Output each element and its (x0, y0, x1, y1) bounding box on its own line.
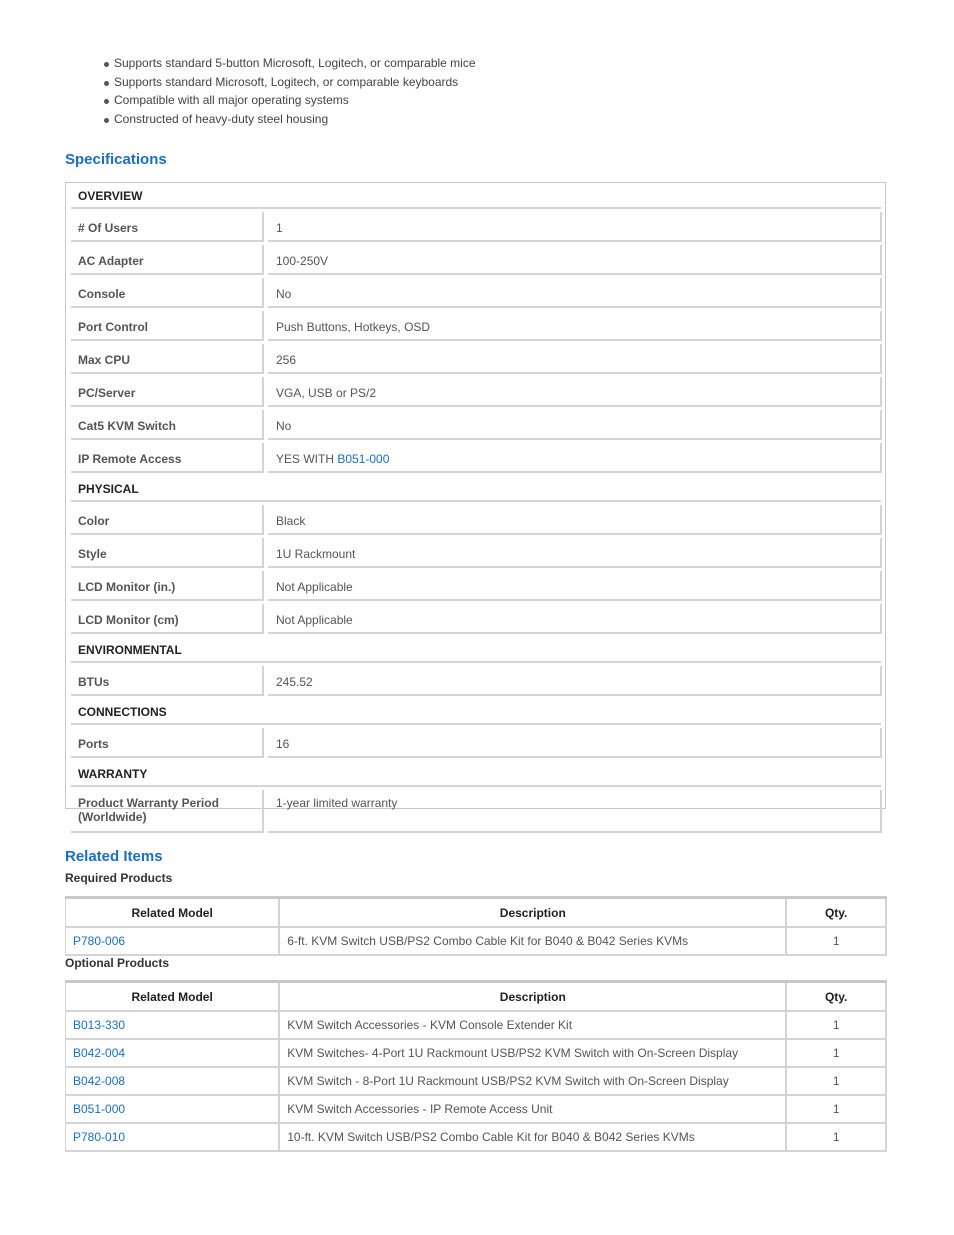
spec-value-container (276, 287, 291, 301)
table-row (65, 1068, 887, 1096)
model-cell (65, 1040, 280, 1068)
spec-label-cell (71, 311, 264, 341)
spec-value-cell (268, 604, 882, 634)
spec-label: PC/Server (78, 386, 136, 400)
table-row (65, 1040, 887, 1068)
column-header-qty: Qty. (787, 983, 887, 1012)
column-header-description: Description (280, 899, 787, 928)
spec-label: Max CPU (78, 353, 131, 367)
required-products-table (65, 896, 887, 956)
spec-value: VGA, USB or PS/2 (276, 386, 377, 400)
specifications-rows (71, 183, 881, 833)
spec-label-cell (71, 538, 264, 568)
feature-text: Supports standard Microsoft, Logitech, or comparable keyboards (114, 74, 459, 89)
description-cell: 10-ft. KVM Switch USB/PS2 Combo Cable Kit for B040 & B042 Series KVMs (280, 1124, 787, 1152)
spec-row (71, 604, 881, 634)
spec-value-cell (268, 278, 882, 308)
description-cell: KVM Switch Accessories - IP Remote Access Unit (280, 1096, 787, 1124)
specifications-table (65, 182, 886, 824)
spec-value-cell (268, 311, 882, 341)
spec-value-container (276, 386, 376, 400)
spec-label: IP Remote Access (78, 452, 182, 466)
description-cell: 6-ft. KVM Switch USB/PS2 Combo Cable Kit for B040 & B042 Series KVMs (280, 928, 787, 956)
spec-value: No (276, 287, 292, 301)
feature-item (104, 75, 476, 94)
specifications-heading: Specifications (65, 151, 167, 168)
spec-value-cell (268, 666, 882, 696)
feature-item (104, 112, 476, 131)
spec-value-container (276, 221, 283, 235)
spec-value-container (276, 254, 328, 268)
optional-products-table (65, 980, 887, 1152)
spec-value-container (276, 737, 289, 751)
spec-row (71, 377, 881, 407)
model-cell (65, 1068, 280, 1096)
spec-label-cell (71, 377, 264, 407)
column-header-model: Related Model (65, 899, 280, 928)
column-header-model: Related Model (65, 983, 280, 1012)
spec-section-header (71, 699, 881, 725)
spec-label-cell (71, 790, 264, 833)
spec-value-cell (268, 443, 882, 473)
spec-value-cell (268, 344, 882, 374)
spec-label: LCD Monitor (in.) (78, 580, 176, 594)
spec-section-title: ENVIRONMENTAL (78, 643, 182, 657)
feature-item (104, 93, 476, 112)
spec-label: LCD Monitor (cm) (78, 613, 179, 627)
spec-label-cell (71, 604, 264, 634)
model-link[interactable]: P780-010 (73, 1130, 126, 1144)
table-row (65, 928, 887, 956)
feature-text: Supports standard 5-button Microsoft, Logitech, or comparable mice (114, 56, 476, 70)
spec-label-cell (71, 571, 264, 601)
feature-list (104, 56, 476, 131)
spec-value: YES WITH (276, 452, 338, 466)
spec-row (71, 728, 881, 758)
spec-value: 100-250V (276, 254, 329, 268)
spec-label: Color (78, 514, 110, 528)
spec-row (71, 245, 881, 275)
model-cell (65, 1124, 280, 1152)
spec-value-cell (268, 571, 882, 601)
spec-row (71, 571, 881, 601)
spec-value-container (276, 320, 430, 334)
spec-value: 245.52 (276, 675, 313, 689)
spec-section-header (71, 476, 881, 502)
qty-cell: 1 (787, 1012, 887, 1040)
description-cell: KVM Switch - 8-Port 1U Rackmount USB/PS2 KVM Switch with On-Screen Display (280, 1068, 787, 1096)
spec-value: No (276, 419, 292, 433)
spec-value-container (276, 452, 389, 466)
feature-text: Constructed of heavy-duty steel housing (114, 112, 329, 127)
model-cell (65, 928, 280, 956)
qty-cell: 1 (787, 1096, 887, 1124)
spec-section-header (71, 183, 881, 209)
bullet-icon (104, 81, 109, 86)
spec-section-title: OVERVIEW (78, 189, 143, 203)
model-link[interactable]: B051-000 (73, 1102, 126, 1116)
spec-row (71, 505, 881, 535)
spec-row (71, 344, 881, 374)
spec-row (71, 311, 881, 341)
spec-section-title: PHYSICAL (78, 482, 139, 496)
model-cell (65, 1012, 280, 1040)
spec-value-container (276, 675, 313, 689)
spec-row (71, 538, 881, 568)
spec-label-cell (71, 344, 264, 374)
spec-row (71, 790, 881, 833)
model-link[interactable]: B042-008 (73, 1074, 126, 1088)
spec-label-cell (71, 505, 264, 535)
model-cell (65, 1096, 280, 1124)
spec-row (71, 666, 881, 696)
spec-row (71, 443, 881, 473)
spec-value-cell (268, 505, 882, 535)
spec-value-container (276, 613, 353, 627)
spec-value-container (276, 547, 355, 561)
description-cell: KVM Switches- 4-Port 1U Rackmount USB/PS2 KVM Switch with On-Screen Display (280, 1040, 787, 1068)
spec-value-container (276, 514, 305, 528)
spec-label-cell (71, 410, 264, 440)
bullet-icon (104, 99, 109, 104)
spec-value-cell (268, 410, 882, 440)
column-header-qty: Qty. (787, 899, 887, 928)
spec-value-cell (268, 790, 882, 833)
spec-label: Cat5 KVM Switch (78, 419, 177, 433)
spec-label-cell (71, 212, 264, 242)
spec-label: AC Adapter (78, 254, 144, 268)
model-link[interactable]: B013-330 (73, 1018, 126, 1032)
spec-row (71, 410, 881, 440)
feature-text: Compatible with all major operating systems (114, 93, 349, 108)
spec-label: Ports (78, 737, 109, 751)
spec-value: Not Applicable (276, 580, 353, 594)
spec-value: 16 (276, 737, 290, 751)
spec-label-cell (71, 728, 264, 758)
spec-label: Port Control (78, 320, 148, 334)
spec-value-container (276, 796, 397, 810)
spec-value: 1 (276, 221, 283, 235)
spec-label: Style (78, 547, 107, 561)
qty-cell: 1 (787, 1068, 887, 1096)
table-row (65, 1124, 887, 1152)
spec-value-cell (268, 538, 882, 568)
qty-cell: 1 (787, 1124, 887, 1152)
spec-label-cell (71, 278, 264, 308)
spec-row (71, 278, 881, 308)
spec-value-cell (268, 728, 882, 758)
spec-section-title: CONNECTIONS (78, 705, 167, 719)
spec-label-cell (71, 245, 264, 275)
spec-value-cell (268, 377, 882, 407)
spec-value-link[interactable]: B051-000 (337, 452, 390, 466)
spec-section-title: WARRANTY (78, 767, 148, 781)
spec-value-container (276, 419, 291, 433)
model-link[interactable]: B042-004 (73, 1046, 126, 1060)
table-row (65, 1012, 887, 1040)
spec-value: 256 (276, 353, 297, 367)
column-header-description: Description (280, 983, 787, 1012)
spec-value-cell (268, 245, 882, 275)
table-row (65, 1096, 887, 1124)
bullet-icon (104, 118, 109, 123)
spec-value-container (276, 580, 353, 594)
spec-value: Black (276, 514, 306, 528)
description-cell: KVM Switch Accessories - KVM Console Extender Kit (280, 1012, 787, 1040)
bullet-icon (104, 62, 109, 67)
required-products-label: Required Products (65, 871, 173, 885)
spec-section-header (71, 761, 881, 787)
spec-value: Not Applicable (276, 613, 353, 627)
spec-section-header (71, 637, 881, 663)
spec-label: Product Warranty Period (Worldwide) (78, 796, 219, 824)
spec-label-cell (71, 666, 264, 696)
related-items-heading: Related Items (65, 848, 163, 865)
qty-cell: 1 (787, 1040, 887, 1068)
spec-label: BTUs (78, 675, 110, 689)
spec-value: 1-year limited warranty (276, 796, 398, 810)
spec-value-container (276, 353, 296, 367)
spec-label: # Of Users (78, 221, 139, 235)
spec-label-cell (71, 443, 264, 473)
feature-item (104, 56, 476, 75)
optional-products-label: Optional Products (65, 956, 170, 970)
spec-row (71, 212, 881, 242)
spec-value: 1U Rackmount (276, 547, 356, 561)
spec-value: Push Buttons, Hotkeys, OSD (276, 320, 431, 334)
spec-value-cell (268, 212, 882, 242)
spec-label: Console (78, 287, 126, 301)
qty-cell: 1 (787, 928, 887, 956)
model-link[interactable]: P780-006 (73, 934, 126, 948)
